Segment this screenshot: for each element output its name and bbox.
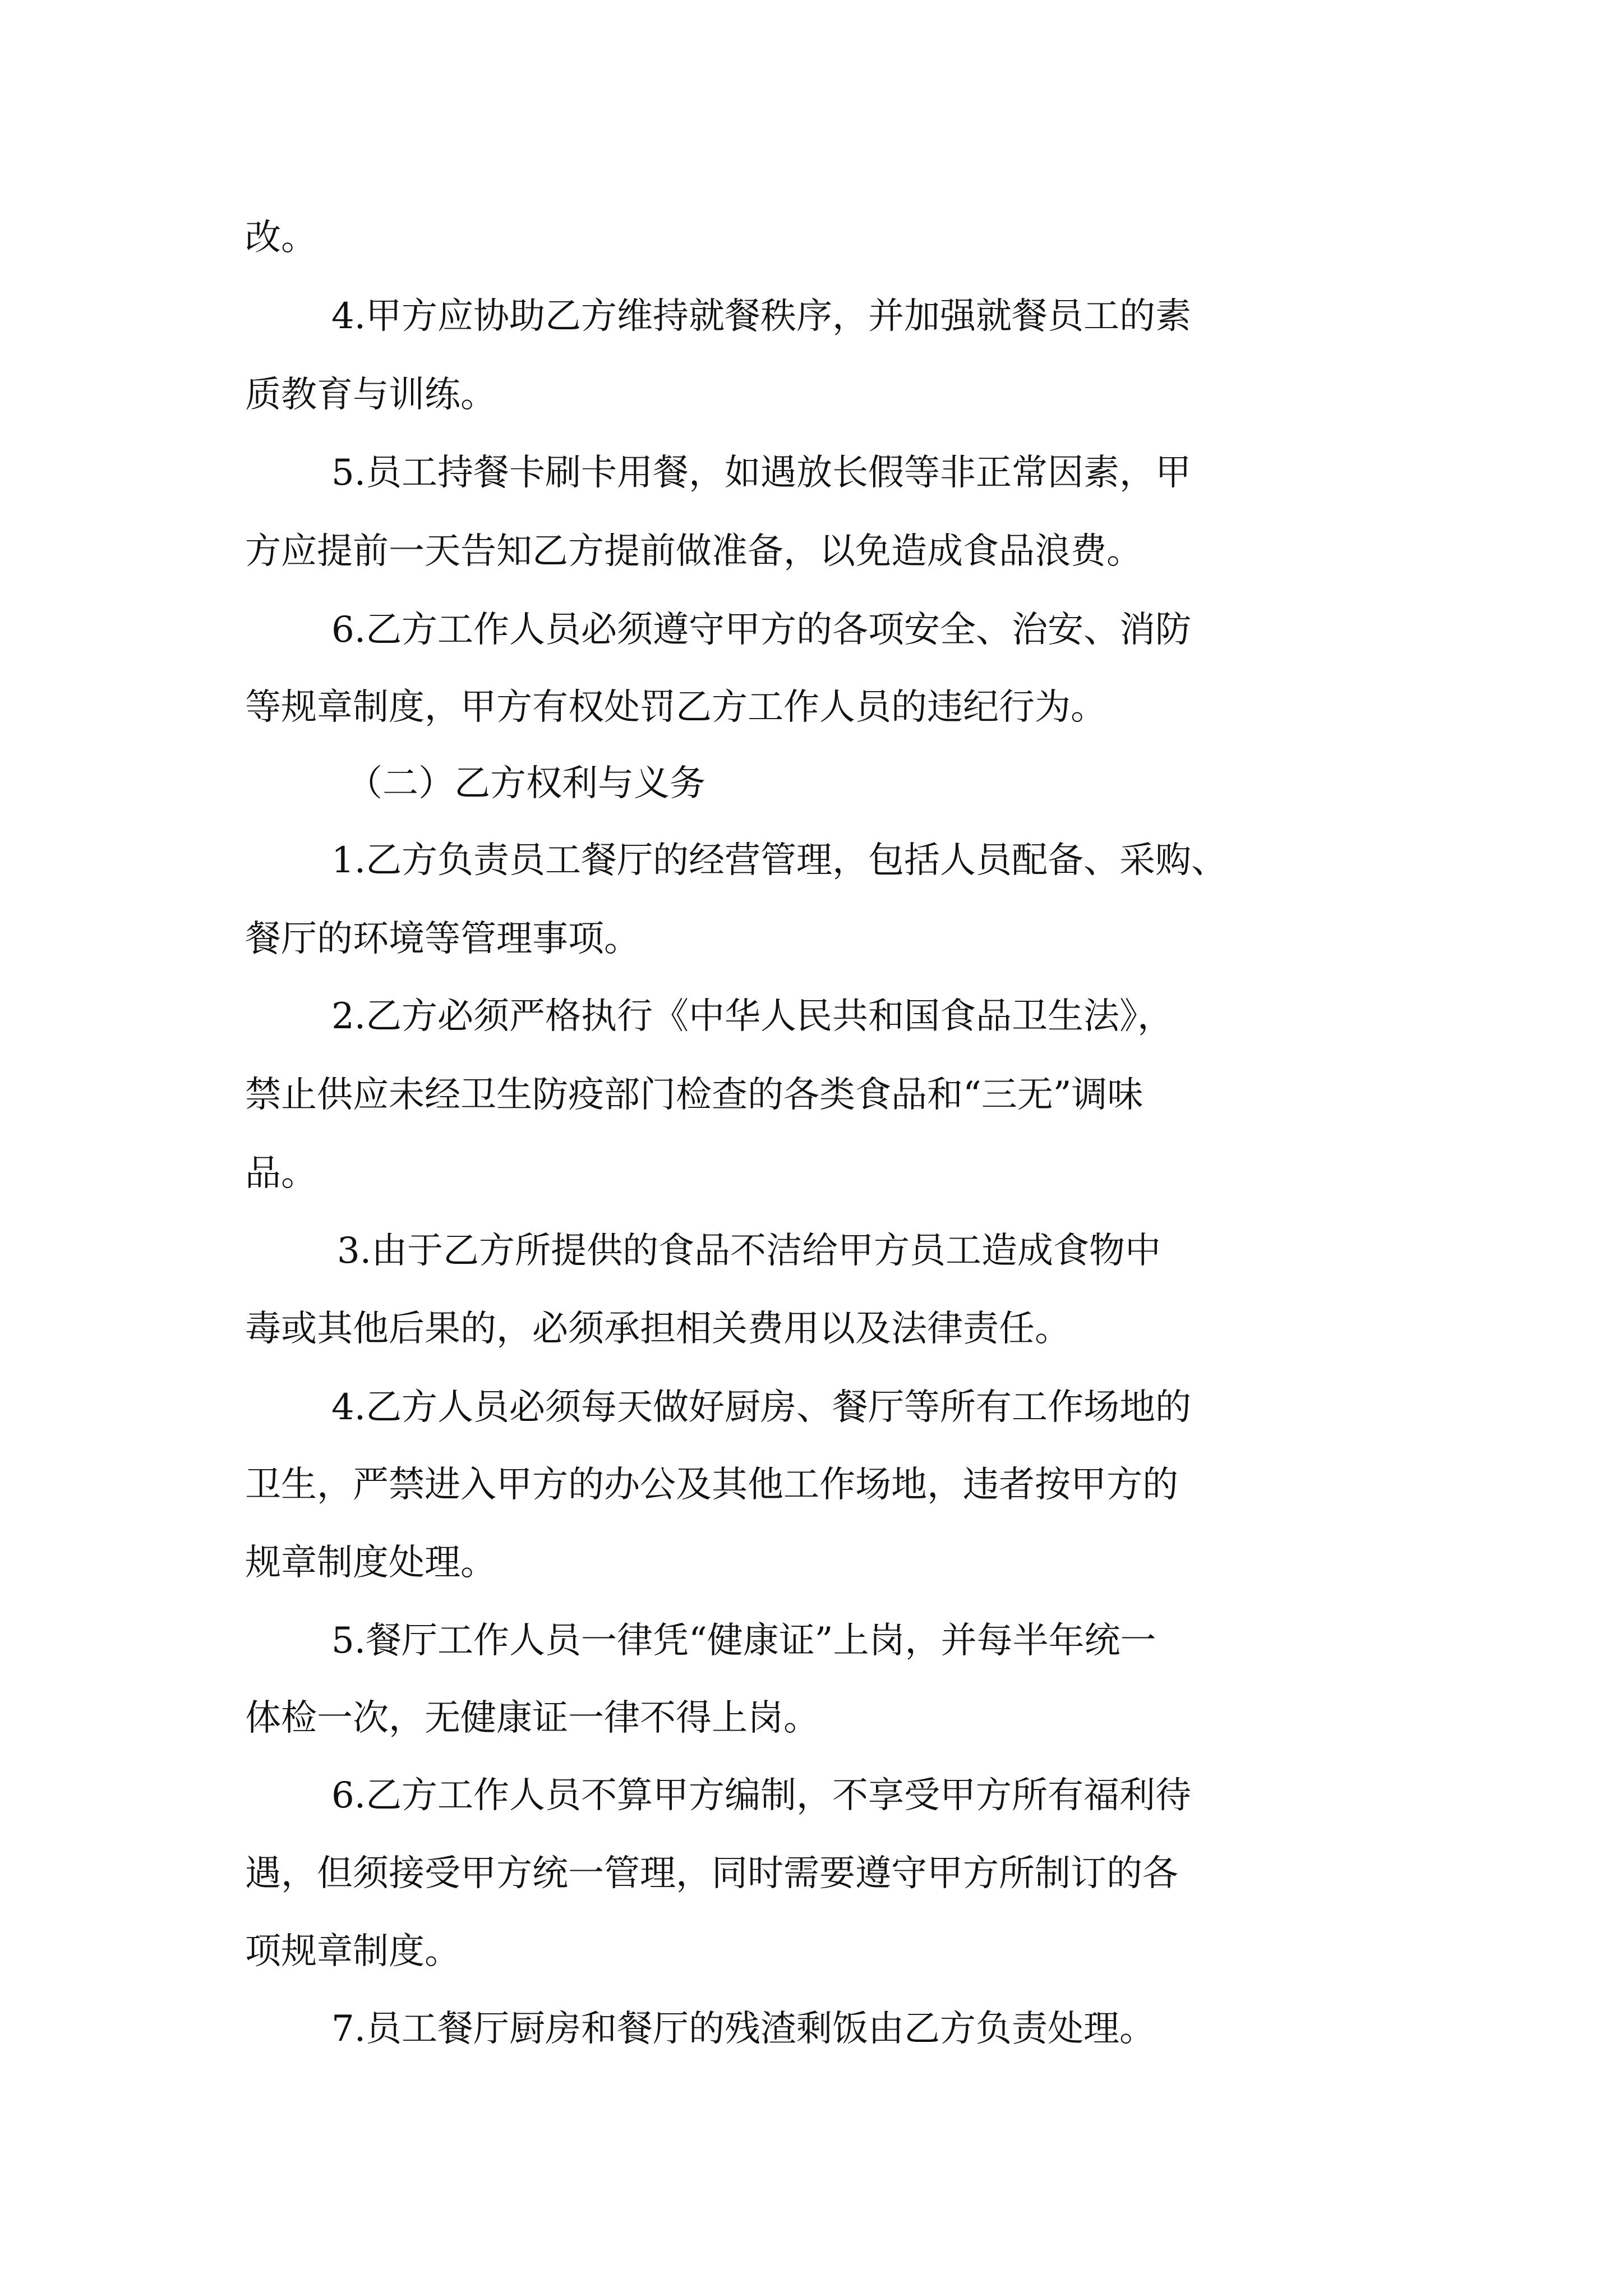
text-line-12: 禁止供应未经卫生防疫部门检查的各类食品和“三无”调味: [245, 1074, 1144, 1116]
text-line-23: 项规章制度。: [245, 1931, 460, 1972]
text-line-6: 6.乙方工作人员必须遵守甲方的各项安全、治安、消防: [331, 609, 1192, 651]
text-line-3: 质教育与训练。: [245, 374, 496, 416]
text-line-13: 品。: [245, 1153, 317, 1194]
text-line-24: 7.员工餐厅厨房和餐厅的残渣剩饭由乙方负责处理。: [331, 2008, 1156, 2050]
text-line-1: 改。: [245, 217, 317, 259]
text-line-21: 6.乙方工作人员不算甲方编制，不享受甲方所有福利待: [331, 1775, 1192, 1816]
text-line-18: 规章制度处理。: [245, 1542, 496, 1584]
text-line-22: 遇，但须接受甲方统一管理，同时需要遵守甲方所制订的各: [245, 1853, 1178, 1894]
text-line-5: 方应提前一天告知乙方提前做准备，以免造成食品浪费。: [245, 531, 1142, 572]
text-line-17: 卫生，严禁进入甲方的办公及其他工作场地，违者按甲方的: [245, 1464, 1178, 1506]
text-line-4: 5.员工持餐卡刷卡用餐，如遇放长假等非正常因素，甲: [331, 452, 1192, 494]
text-line-10: 餐厅的环境等管理事项。: [245, 918, 640, 960]
text-line-2: 4.甲方应协助乙方维持就餐秩序，并加强就餐员工的素: [331, 296, 1192, 337]
text-line-20: 体检一次，无健康证一律不得上岗。: [245, 1697, 819, 1739]
text-line-9: 1.乙方负责员工餐厅的经营管理，包括人员配备、采购、: [331, 840, 1228, 881]
text-line-15: 毒或其他后果的，必须承担相关费用以及法律责任。: [245, 1308, 1071, 1350]
text-line-7: 等规章制度，甲方有权处罚乙方工作人员的违纪行为。: [245, 687, 1106, 728]
text-line-19: 5.餐厅工作人员一律凭“健康证”上岗，并每半年统一: [331, 1620, 1156, 1662]
text-line-16: 4.乙方人员必须每天做好厨房、餐厅等所有工作场地的: [331, 1387, 1192, 1428]
text-line-11: 2.乙方必须严格执行《中华人民共和国食品卫生法》，: [331, 996, 1174, 1037]
section-heading: （二）乙方权利与义务: [347, 763, 706, 804]
text-line-14: 3.由于乙方所提供的食品不洁给甲方员工造成食物中: [337, 1230, 1161, 1272]
